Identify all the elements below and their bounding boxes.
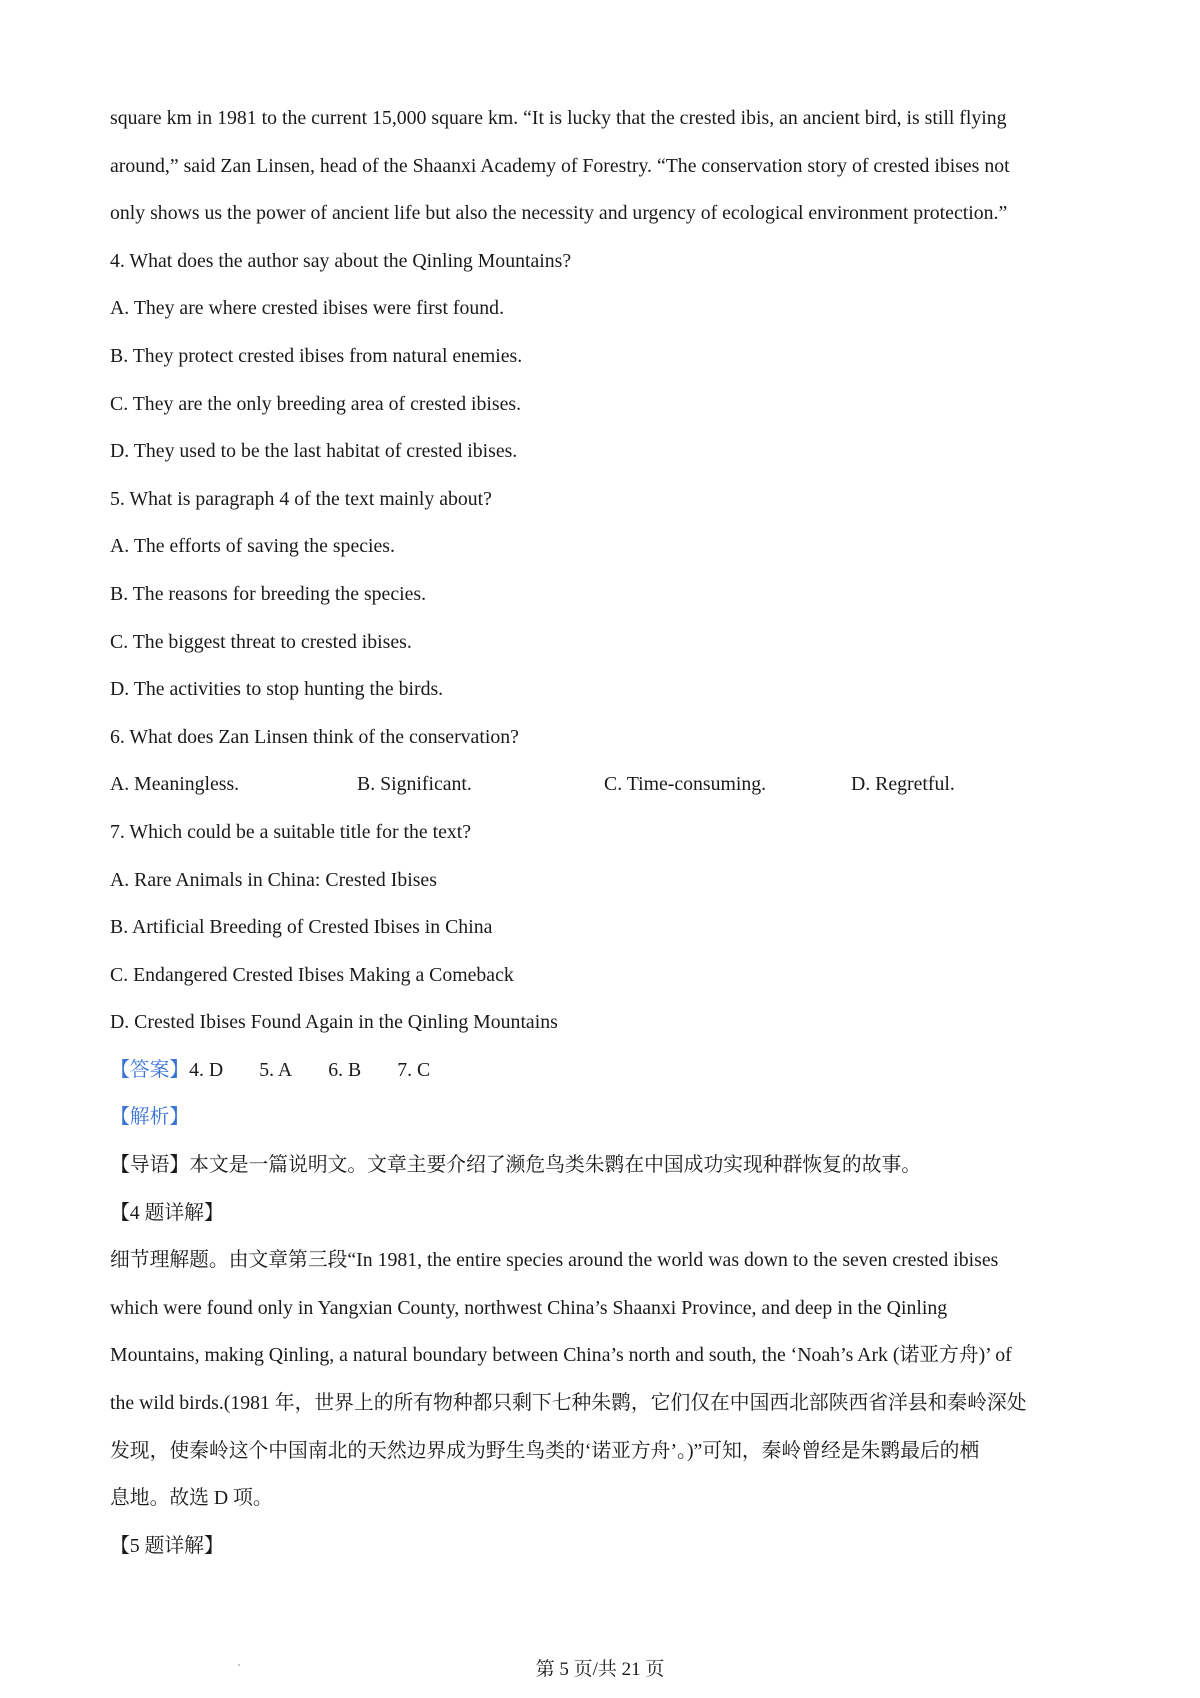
question-7-option-a: A. Rare Animals in China: Crested Ibises [110, 868, 437, 891]
question-4-stem: 4. What does the author say about the Qinling Mountains? [110, 249, 572, 272]
page-content [110, 95, 1110, 1570]
question-4-option-d: D. They used to be the last habitat of crested ibises. [110, 440, 518, 463]
question-5-stem: 5. What is paragraph 4 of the text mainly about? [110, 487, 492, 510]
detail-4-heading: 【4 题详解】 [110, 1201, 224, 1224]
question-5-option-d: D. The activities to stop hunting the birds. [110, 678, 444, 701]
question-6-option-d: D. Regretful. [851, 773, 955, 796]
detail-4-line: which were found only in Yangxian County, northwest China’s Shaanxi Province, and deep in the Qinling [110, 1296, 948, 1319]
guide-text: 本文是一篇说明文。文章主要介绍了濒危鸟类朱鹮在中国成功实现种群恢复的故事。 [189, 1154, 922, 1177]
question-6-options [110, 761, 1110, 809]
passage-line: around,” said Zan Linsen, head of the Shaanxi Academy of Forestry. “The conservation story of crested ibises not [110, 154, 1010, 177]
passage-line: square km in 1981 to the current 15,000 square km. “It is lucky that the crested ibis, an ancient bird, is still flying [110, 107, 1007, 129]
question-5-option-a: A. The efforts of saving the species. [110, 535, 395, 558]
question-6-option-b: B. Significant. [357, 773, 472, 796]
question-5-option-b: B. The reasons for breeding the species. [110, 582, 427, 605]
question-7-stem: 7. Which could be a suitable title for the text? [110, 820, 472, 843]
question-4-option-c: C. They are the only breeding area of crested ibises. [110, 392, 522, 415]
question-4-option-a: A. They are where crested ibises were first found. [110, 297, 505, 320]
guide-line [110, 1142, 1110, 1190]
question-5-option-c: C. The biggest threat to crested ibises. [110, 630, 412, 653]
page-footer: 第 5 页/共 21 页 [535, 1659, 665, 1680]
question-7-option-b: B. Artificial Breeding of Crested Ibises in China [110, 916, 493, 939]
answer-line [110, 1047, 1110, 1095]
detail-5-heading: 【5 题详解】 [110, 1534, 224, 1557]
question-6-stem: 6. What does Zan Linsen think of the conservation? [110, 725, 519, 748]
answer-item: 7. C [397, 1058, 431, 1081]
detail-4-line: 细节理解题。由文章第三段“In 1981, the entire species around the world was down to the seven crested ibises [110, 1249, 999, 1272]
answer-label: 【答案】 [110, 1058, 190, 1081]
question-4-option-b: B. They protect crested ibises from natural enemies. [110, 344, 523, 367]
answer-item: 5. A [259, 1058, 293, 1081]
passage-line: only shows us the power of ancient life but also the necessity and urgency of ecological environment protection.” [110, 202, 1008, 225]
question-7-option-c: C. Endangered Crested Ibises Making a Comeback [110, 963, 514, 986]
detail-4-line: 发现，使秦岭这个中国南北的天然边界成为野生鸟类的‘诺亚方舟’。)”可知，秦岭曾经是朱鹮最后的栖 [110, 1439, 980, 1462]
detail-4-line: Mountains, making Qinling, a natural boundary between China’s north and south, the ‘Noah’s Ark (诺亚方舟)’ of [110, 1344, 1012, 1367]
question-7-option-d: D. Crested Ibises Found Again in the Qinling Mountains [110, 1011, 558, 1034]
detail-4-line: 息地。故选 D 项。 [110, 1487, 273, 1510]
question-6-option-c: C. Time-consuming. [604, 773, 767, 796]
answer-item: 4. D [189, 1058, 224, 1081]
answer-item: 6. B [328, 1058, 362, 1081]
analysis-label: 【解析】 [110, 1106, 190, 1129]
question-6-option-a: A. Meaningless. [110, 773, 240, 796]
guide-label: 【导语】 [110, 1154, 190, 1177]
detail-4-line: the wild birds.(1981 年，世界上的所有物种都只剩下七种朱鹮，它们仅在中国西北部陕西省洋县和秦岭深处 [110, 1392, 1027, 1415]
